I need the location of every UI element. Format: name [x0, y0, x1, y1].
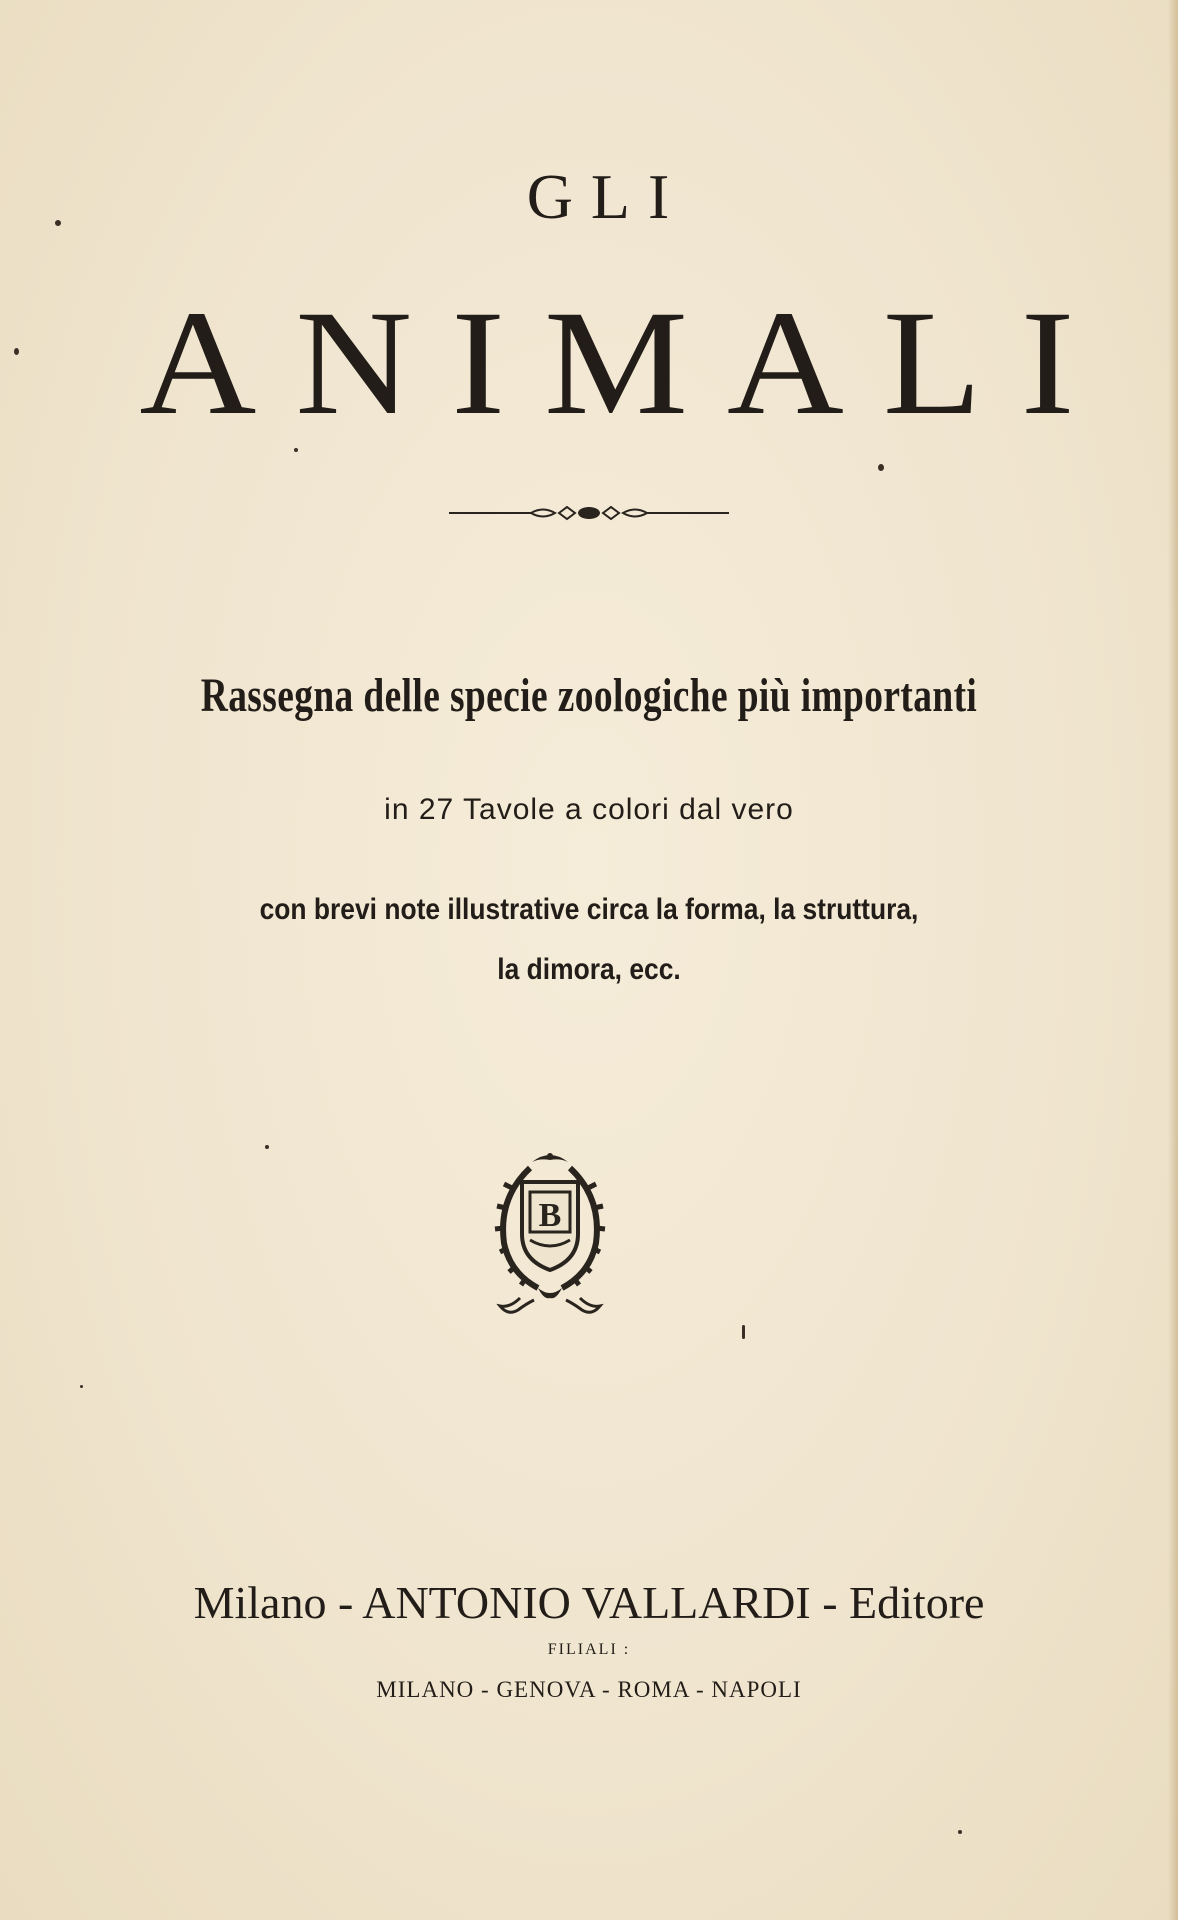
main-title: ANIMALI	[139, 280, 1114, 446]
paper-speck	[294, 448, 298, 452]
branches-list: MILANO - GENOVA - ROMA - NAPOLI	[376, 1677, 802, 1702]
rule-ornament-icon	[439, 498, 739, 528]
plates-line: in 27 Tavole a colori dal vero	[384, 793, 794, 826]
paper-speck	[958, 1830, 962, 1834]
paper-speck	[878, 464, 884, 471]
publisher-line: Milano - ANTONIO VALLARDI - Editore	[193, 1577, 985, 1628]
paper-speck	[14, 348, 19, 355]
publisher-crest-icon	[490, 1148, 610, 1323]
notes-line-1: con brevi note illustrative circa la forma, la struttura,	[259, 893, 919, 926]
title-prefix: GLI	[526, 161, 688, 232]
notes-line-2: la dimora, ecc.	[497, 953, 681, 986]
paper-speck	[80, 1385, 83, 1388]
paper-speck	[265, 1145, 269, 1149]
svg-text:B: B	[538, 1197, 562, 1234]
title-rule-ornament	[0, 498, 1178, 528]
branches-label: FILIALI :	[547, 1641, 631, 1658]
paper-speck	[55, 220, 61, 226]
paper-speck	[742, 1325, 745, 1339]
subtitle: Rassegna delle specie zoologiche più importanti	[200, 669, 978, 722]
